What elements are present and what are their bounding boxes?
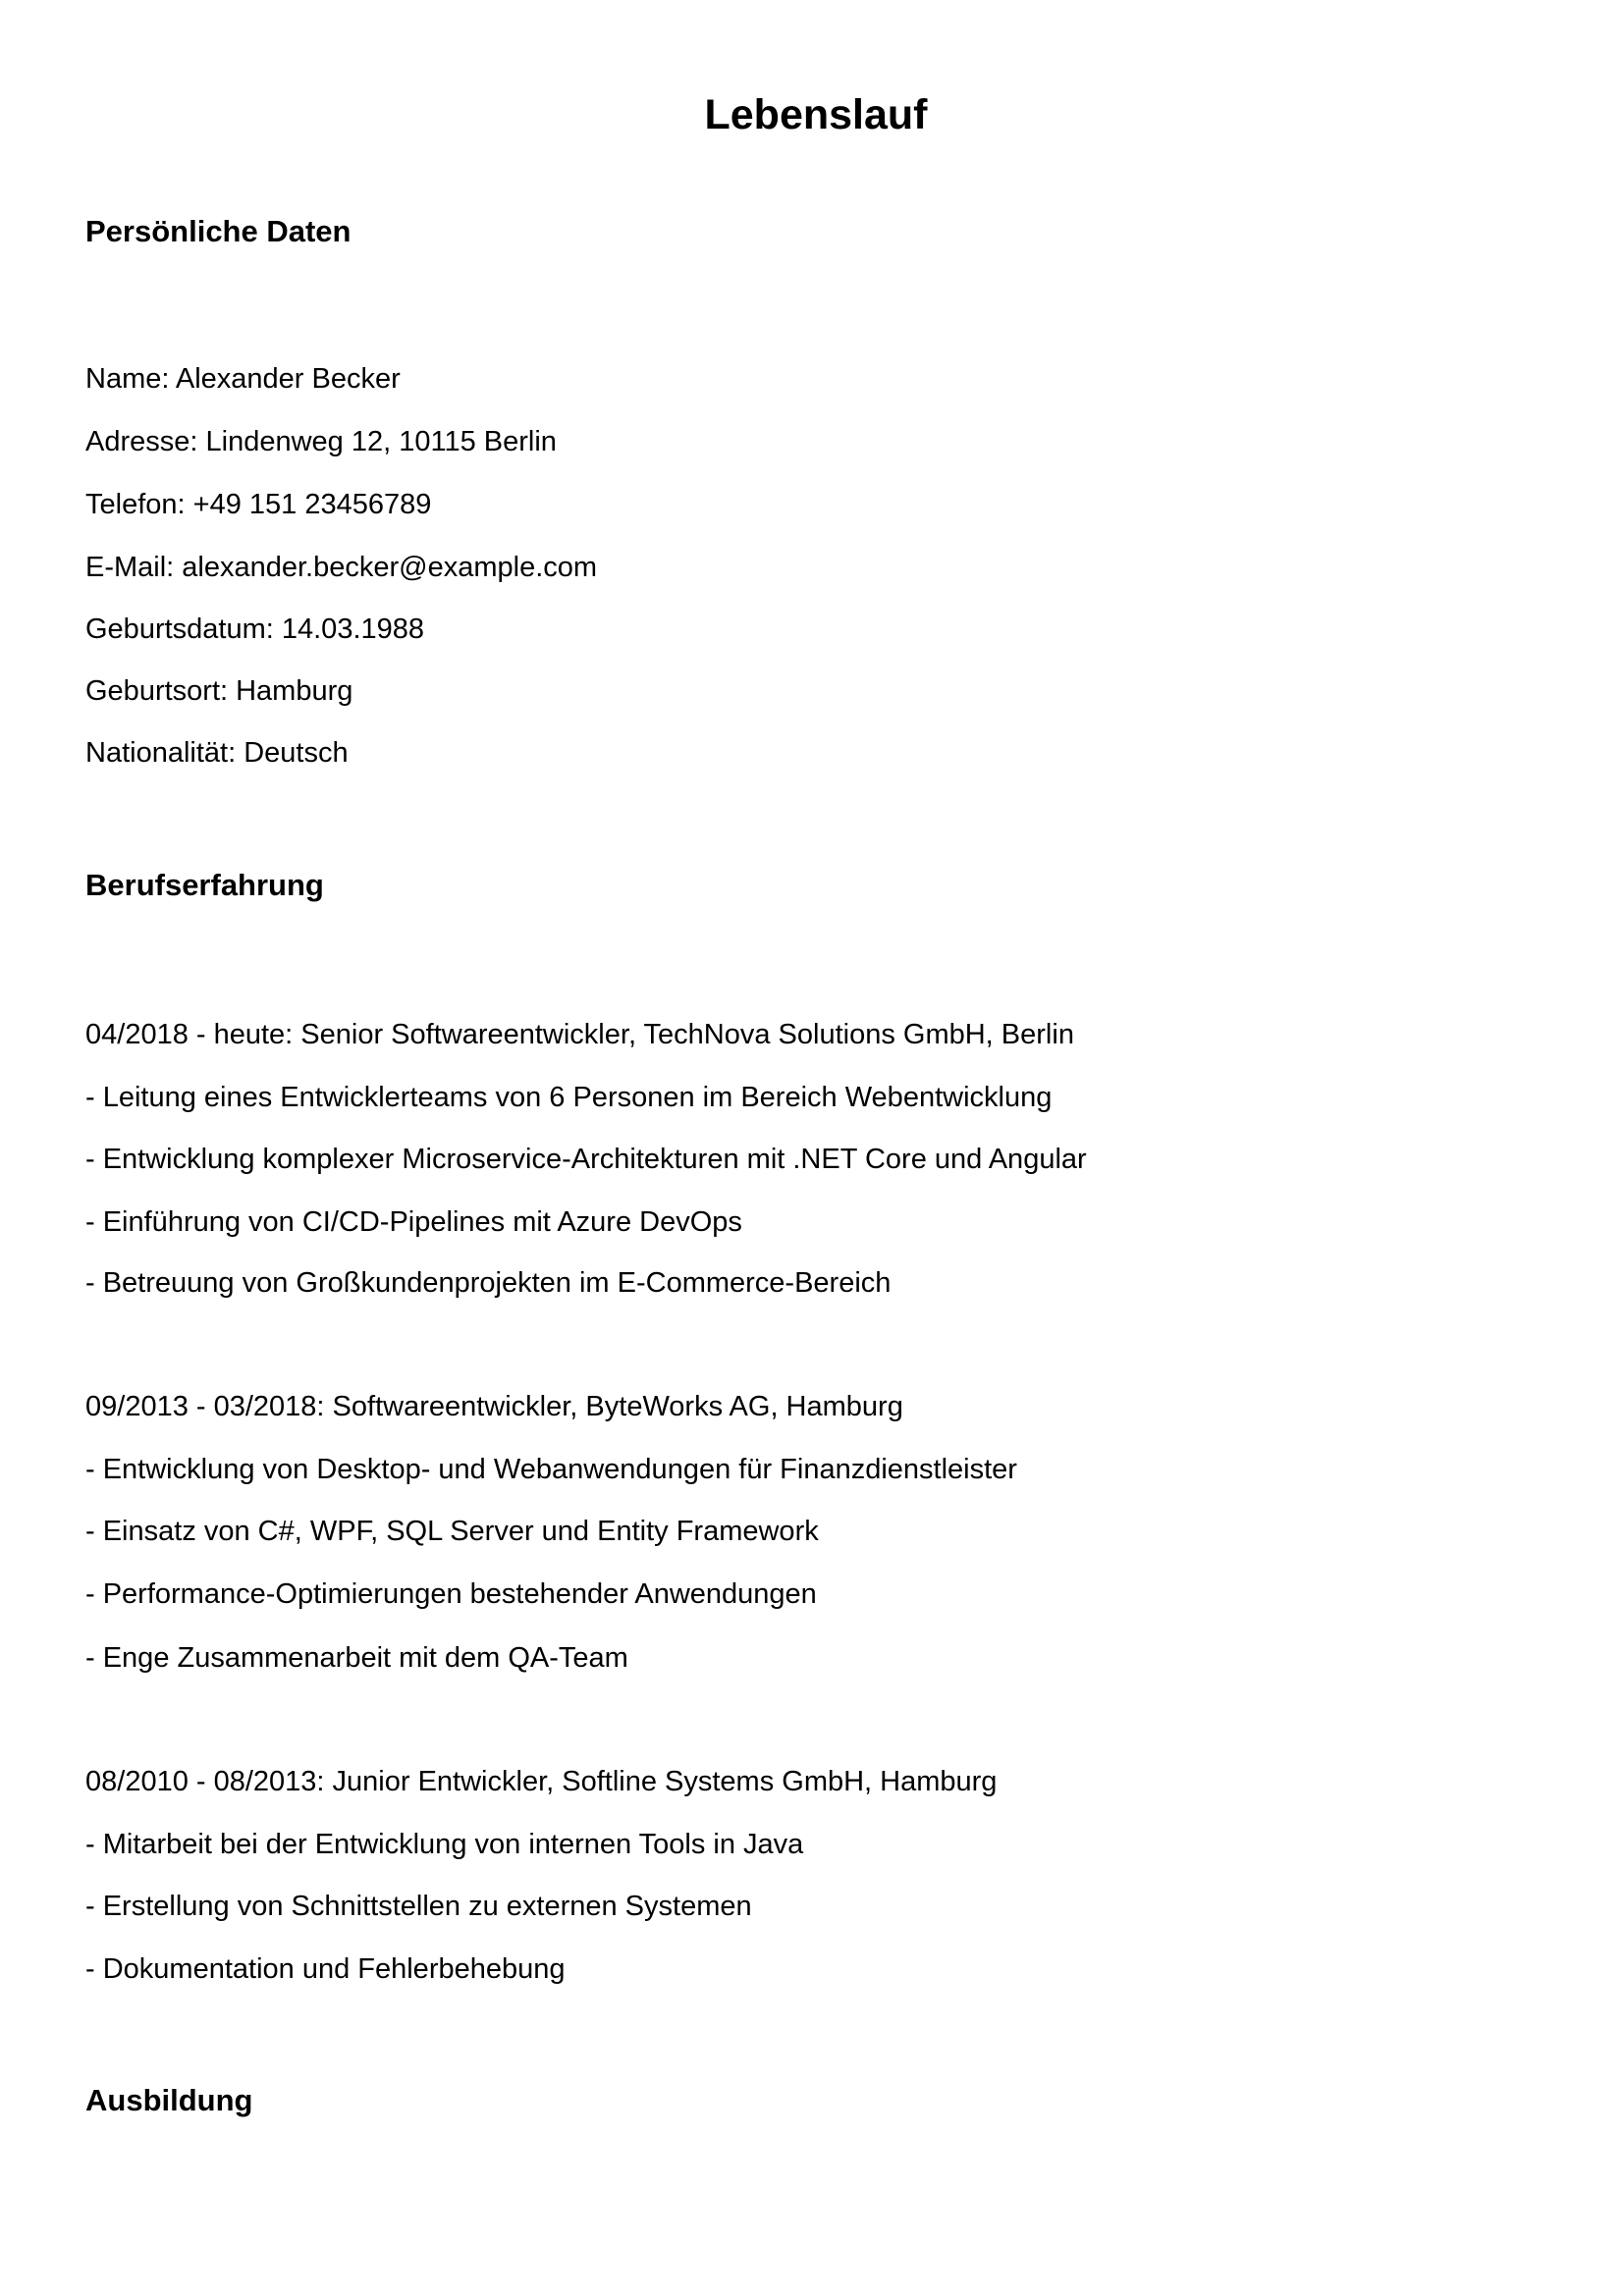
personal-email: E-Mail: alexander.becker@example.com xyxy=(85,552,598,583)
section-heading-education: Ausbildung xyxy=(85,2083,253,2117)
document-title: Lebenslauf xyxy=(704,91,928,138)
job-header: 08/2010 - 08/2013: Junior Entwickler, Softline Systems GmbH, Hamburg xyxy=(85,1766,998,1797)
job-bullet: - Mitarbeit bei der Entwicklung von internen Tools in Java xyxy=(85,1829,804,1860)
job-bullet: - Dokumentation und Fehlerbehebung xyxy=(85,1953,566,1985)
job-bullet: - Einsatz von C#, WPF, SQL Server und Entity Framework xyxy=(85,1516,819,1547)
personal-phone: Telefon: +49 151 23456789 xyxy=(85,489,432,520)
job-bullet: - Entwicklung komplexer Microservice-Architekturen mit .NET Core und Angular xyxy=(85,1144,1087,1175)
personal-name: Name: Alexander Becker xyxy=(85,363,401,395)
personal-address: Adresse: Lindenweg 12, 10115 Berlin xyxy=(85,426,557,457)
job-bullet: - Enge Zusammenarbeit mit dem QA-Team xyxy=(85,1642,628,1674)
job-bullet: - Betreuung von Großkundenprojekten im E-Commerce-Bereich xyxy=(85,1267,892,1299)
job-header: 04/2018 - heute: Senior Softwareentwickler, TechNova Solutions GmbH, Berlin xyxy=(85,1019,1074,1050)
job-bullet: - Leitung eines Entwicklerteams von 6 Personen im Bereich Webentwicklung xyxy=(85,1082,1053,1113)
personal-birthdate: Geburtsdatum: 14.03.1988 xyxy=(85,614,425,645)
job-header: 09/2013 - 03/2018: Softwareentwickler, ByteWorks AG, Hamburg xyxy=(85,1391,903,1422)
job-bullet: - Erstellung von Schnittstellen zu externen Systemen xyxy=(85,1891,752,1922)
section-heading-experience: Berufserfahrung xyxy=(85,868,324,902)
job-bullet: - Einführung von CI/CD-Pipelines mit Azure DevOps xyxy=(85,1206,742,1238)
personal-nationality: Nationalität: Deutsch xyxy=(85,737,349,769)
job-bullet: - Entwicklung von Desktop- und Webanwendungen für Finanzdienstleister xyxy=(85,1454,1017,1485)
section-heading-personal: Persönliche Daten xyxy=(85,214,352,248)
job-bullet: - Performance-Optimierungen bestehender Anwendungen xyxy=(85,1578,817,1610)
personal-birthplace: Geburtsort: Hamburg xyxy=(85,675,353,707)
